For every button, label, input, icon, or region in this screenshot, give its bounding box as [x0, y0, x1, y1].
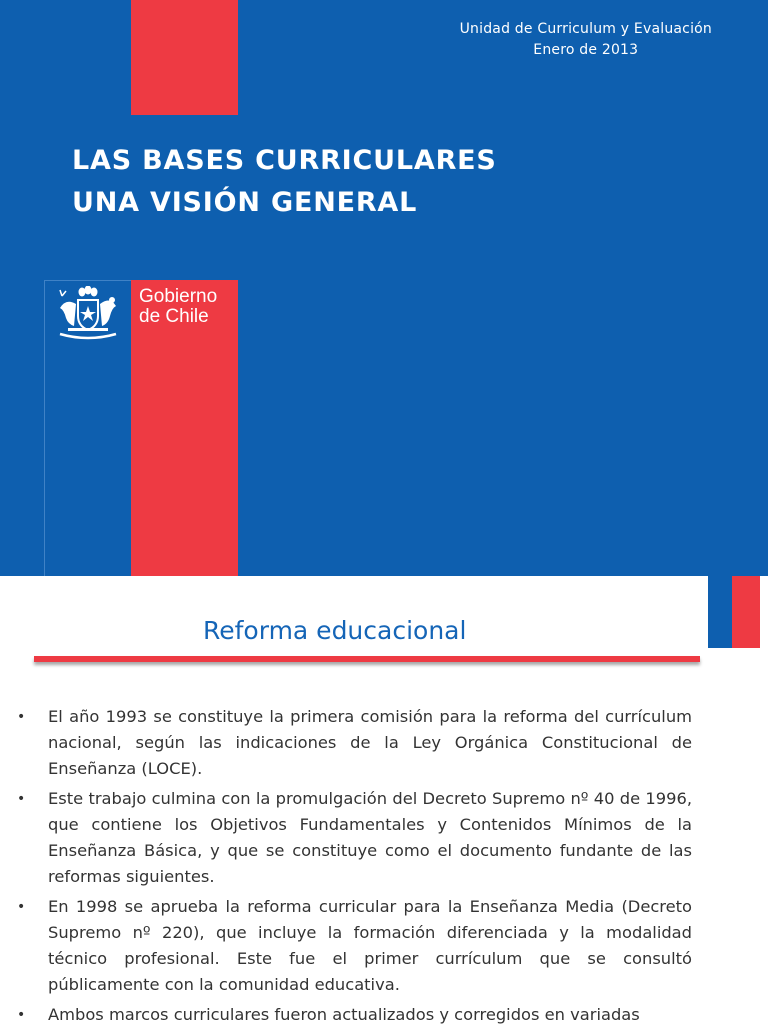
list-item [0, 704, 768, 782]
bullet-list [0, 704, 768, 1024]
gov-logo-text [139, 287, 217, 327]
bullet-marker: • [17, 899, 26, 915]
gov-text-line-2: de Chile [139, 306, 209, 327]
cover-meta [460, 19, 712, 61]
bullet-text: Este trabajo culmina con la promulgación del Decreto Supremo nº 40 de 1996, que contiene los Objetivos Fundamentales y Contenidos Mínimos de la Enseñanza Básica, y que se constituye como el documento fundante de las reformas siguientes. [48, 789, 692, 886]
corner-blue-bar [708, 576, 732, 648]
cover-title-line-1: LAS BASES CURRICULARES [72, 145, 497, 176]
bullet-marker: • [17, 1007, 26, 1023]
title-underline [34, 656, 700, 662]
chile-coat-of-arms-icon [52, 286, 124, 342]
list-item [0, 1002, 768, 1024]
bullet-marker: • [17, 791, 26, 807]
list-item [0, 786, 768, 890]
bullet-text: El año 1993 se constituye la primera comisión para la reforma del currículum nacional, según las indicaciones de la Ley Orgánica Constitucional de Enseñanza (LOCE). [48, 707, 692, 778]
date-text: Enero de 2013 [533, 42, 639, 58]
gov-text-line-1: Gobierno [139, 286, 218, 307]
org-unit-text: Unidad de Curriculum y Evaluación [459, 21, 712, 37]
bullet-text: En 1998 se aprueba la reforma curricular para la Enseñanza Media (Decreto Supremo nº 220), que incluye la formación diferenciada y la modalidad técnico profesional. Este fue el primer currículum que se consultó públicamente con la comunidad educativa. [48, 897, 692, 994]
cover-title-line-2: UNA VISIÓN GENERAL [72, 187, 418, 218]
cover-title [72, 140, 497, 224]
bullet-text: Ambos marcos curriculares fueron actualizados y corregidos en variadas [48, 1005, 640, 1024]
slide-title: Reforma educacional [203, 616, 467, 645]
content-slide [0, 576, 768, 1024]
corner-red-bar [732, 576, 760, 648]
top-red-accent-bar [131, 0, 238, 115]
bullet-marker: • [17, 709, 26, 725]
list-item [0, 894, 768, 998]
